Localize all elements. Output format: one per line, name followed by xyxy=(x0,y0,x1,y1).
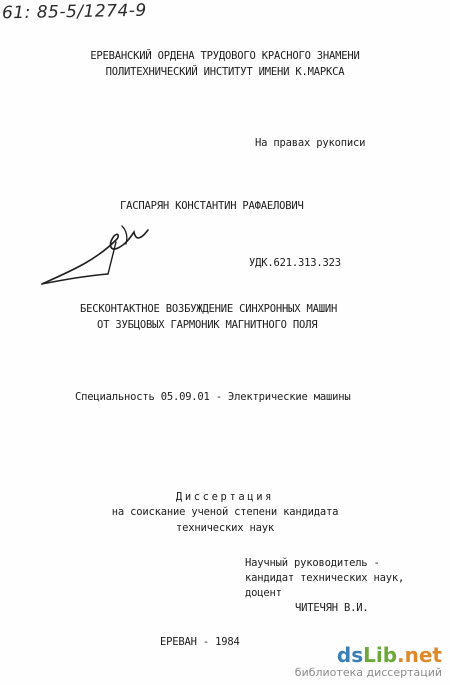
thesis-title-line-1: БЕСКОНТАКТНОЕ ВОЗБУЖДЕНИЕ СИНХРОННЫХ МАШИН xyxy=(80,303,338,315)
logo-ds: ds xyxy=(336,643,364,667)
dslib-watermark[interactable] xyxy=(295,644,442,679)
logo-lib: Lib xyxy=(363,643,398,667)
supervisor-degree: кандидат технических наук, xyxy=(245,572,405,584)
udc-code: УДК.621.313.323 xyxy=(249,257,341,269)
institution-line-2: ПОЛИТЕХНИЧЕСКИЙ ИНСТИТУТ ИМЕНИ К.МАРКСА xyxy=(105,66,345,78)
dissertation-field-line: технических наук xyxy=(176,522,274,534)
author-name: ГАСПАРЯН КОНСТАНТИН РАФАЕЛОВИЧ xyxy=(120,200,304,212)
author-signature xyxy=(38,218,158,290)
supervisor-name: ЧИТЕЧЯН В.И. xyxy=(295,602,369,614)
thesis-title-line-2: ОТ ЗУБЦОВЫХ ГАРМОНИК МАГНИТНОГО ПОЛЯ xyxy=(97,319,318,331)
specialty: Специальность 05.09.01 - Электрические машины xyxy=(75,391,351,403)
watermark-subtitle: библиотека диссертаций xyxy=(294,666,442,679)
dslib-logo[interactable] xyxy=(295,644,442,666)
dissertation-heading: Диссертация xyxy=(175,491,275,503)
institution-line-1: ЕРЕВАНСКИЙ ОРДЕНА ТРУДОВОГО КРАСНОГО ЗНАМЕНИ xyxy=(90,50,360,62)
logo-net: .net xyxy=(397,643,442,667)
supervisor-rank: доцент xyxy=(245,587,282,599)
supervisor-title: Научный руководитель - xyxy=(245,557,380,569)
city-year: ЕРЕВАН - 1984 xyxy=(160,636,240,648)
archive-number: 61: 85-5/1274-9 xyxy=(1,0,147,24)
manuscript-rights: На правах рукописи xyxy=(255,137,366,149)
dissertation-degree-line: на соискание ученой степени кандидата xyxy=(111,506,339,518)
